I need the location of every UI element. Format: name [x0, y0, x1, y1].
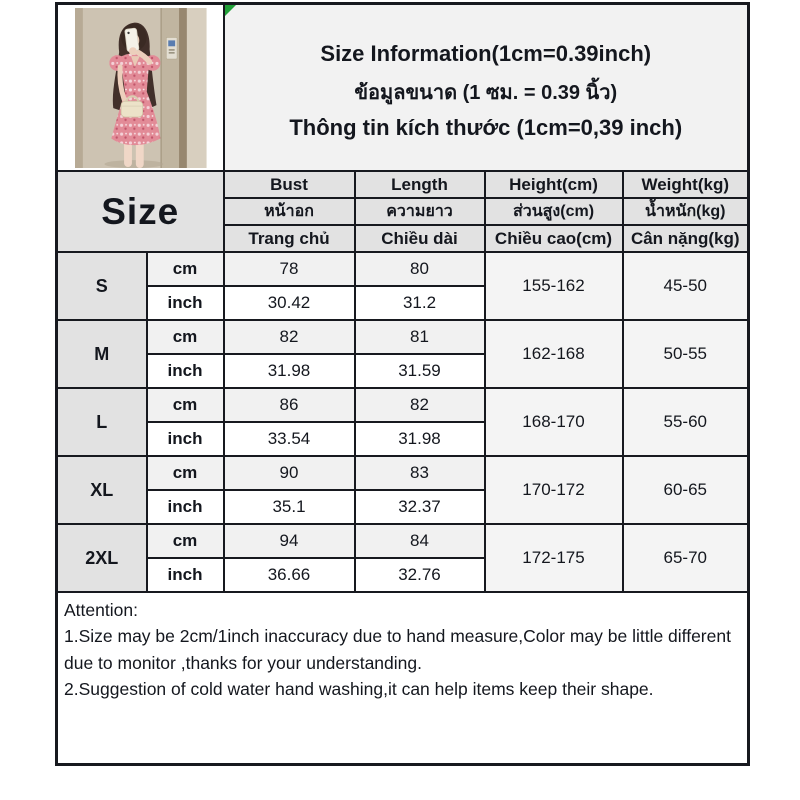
- header-height-vi: Chiều cao(cm): [485, 225, 623, 252]
- attention-note: [57, 592, 749, 764]
- length-inch-value: 31.2: [355, 286, 485, 320]
- length-cm-value: 82: [355, 388, 485, 422]
- length-inch-value: 31.98: [355, 422, 485, 456]
- cell-note-marker-icon: [225, 5, 236, 16]
- bust-cm-value: 78: [224, 252, 355, 286]
- unit-label: inch: [147, 490, 224, 524]
- header-length-th: ความยาว: [355, 198, 485, 225]
- product-photo-cell: [57, 4, 224, 172]
- height-range: 162-168: [485, 320, 623, 388]
- table-row: [57, 456, 749, 490]
- bust-inch-value: 31.98: [224, 354, 355, 388]
- bust-inch-value: 33.54: [224, 422, 355, 456]
- unit-label: cm: [147, 320, 224, 354]
- unit-label: inch: [147, 558, 224, 592]
- height-range: 172-175: [485, 524, 623, 592]
- bust-cm-value: 82: [224, 320, 355, 354]
- height-range: 168-170: [485, 388, 623, 456]
- unit-label: cm: [147, 388, 224, 422]
- length-cm-value: 81: [355, 320, 485, 354]
- weight-range: 45-50: [623, 252, 749, 320]
- length-inch-value: 32.76: [355, 558, 485, 592]
- weight-range: 65-70: [623, 524, 749, 592]
- header-bust-en: Bust: [224, 171, 355, 198]
- attention-heading: Attention:: [64, 600, 138, 620]
- header-height-th: ส่วนสูง(cm): [485, 198, 623, 225]
- size-chart-table: [55, 2, 750, 766]
- title-vietnamese: Thông tin kích thước (1cm=0,39 inch): [289, 114, 683, 140]
- header-length-en: Length: [355, 171, 485, 198]
- bust-cm-value: 90: [224, 456, 355, 490]
- title-english: Size Information(1cm=0.39inch): [320, 40, 652, 66]
- size-information-header: [224, 4, 749, 172]
- product-photo: [73, 8, 209, 168]
- attention-line-1: 1.Size may be 2cm/1inch inaccuracy due to hand measure,Color may be little different due to monitor ,thanks for your understanding.: [64, 626, 731, 673]
- unit-label: inch: [147, 286, 224, 320]
- bust-cm-value: 94: [224, 524, 355, 558]
- table-row: [57, 320, 749, 354]
- unit-label: cm: [147, 456, 224, 490]
- bust-inch-value: 30.42: [224, 286, 355, 320]
- height-range: 170-172: [485, 456, 623, 524]
- weight-range: 55-60: [623, 388, 749, 456]
- header-bust-vi: Trang chủ: [224, 225, 355, 252]
- model-mirror-selfie-illustration: [75, 8, 207, 168]
- length-cm-value: 84: [355, 524, 485, 558]
- unit-label: inch: [147, 422, 224, 456]
- length-cm-value: 83: [355, 456, 485, 490]
- size-label: S: [57, 252, 147, 320]
- unit-label: cm: [147, 252, 224, 286]
- bust-inch-value: 36.66: [224, 558, 355, 592]
- attention-line-2: 2.Suggestion of cold water hand washing,it can help items keep their shape.: [64, 678, 654, 699]
- header-weight-en: Weight(kg): [623, 171, 749, 198]
- size-label: L: [57, 388, 147, 456]
- table-row: [57, 524, 749, 558]
- table-row: [57, 252, 749, 286]
- header-height-en: Height(cm): [485, 171, 623, 198]
- size-label: 2XL: [57, 524, 147, 592]
- header-bust-th: หน้าอก: [224, 198, 355, 225]
- unit-label: inch: [147, 354, 224, 388]
- height-range: 155-162: [485, 252, 623, 320]
- title-thai: ข้อมูลขนาด (1 ซม. = 0.39 นิ้ว): [354, 81, 618, 104]
- table-row: [57, 388, 749, 422]
- size-label: M: [57, 320, 147, 388]
- header-weight-vi: Cân nặng(kg): [623, 225, 749, 252]
- bust-inch-value: 35.1: [224, 490, 355, 524]
- header-weight-th: น้ำหนัก(kg): [623, 198, 749, 225]
- bust-cm-value: 86: [224, 388, 355, 422]
- size-label: XL: [57, 456, 147, 524]
- size-column-header: Size: [57, 171, 224, 252]
- length-inch-value: 32.37: [355, 490, 485, 524]
- header-length-vi: Chiều dài: [355, 225, 485, 252]
- weight-range: 50-55: [623, 320, 749, 388]
- length-cm-value: 80: [355, 252, 485, 286]
- unit-label: cm: [147, 524, 224, 558]
- length-inch-value: 31.59: [355, 354, 485, 388]
- weight-range: 60-65: [623, 456, 749, 524]
